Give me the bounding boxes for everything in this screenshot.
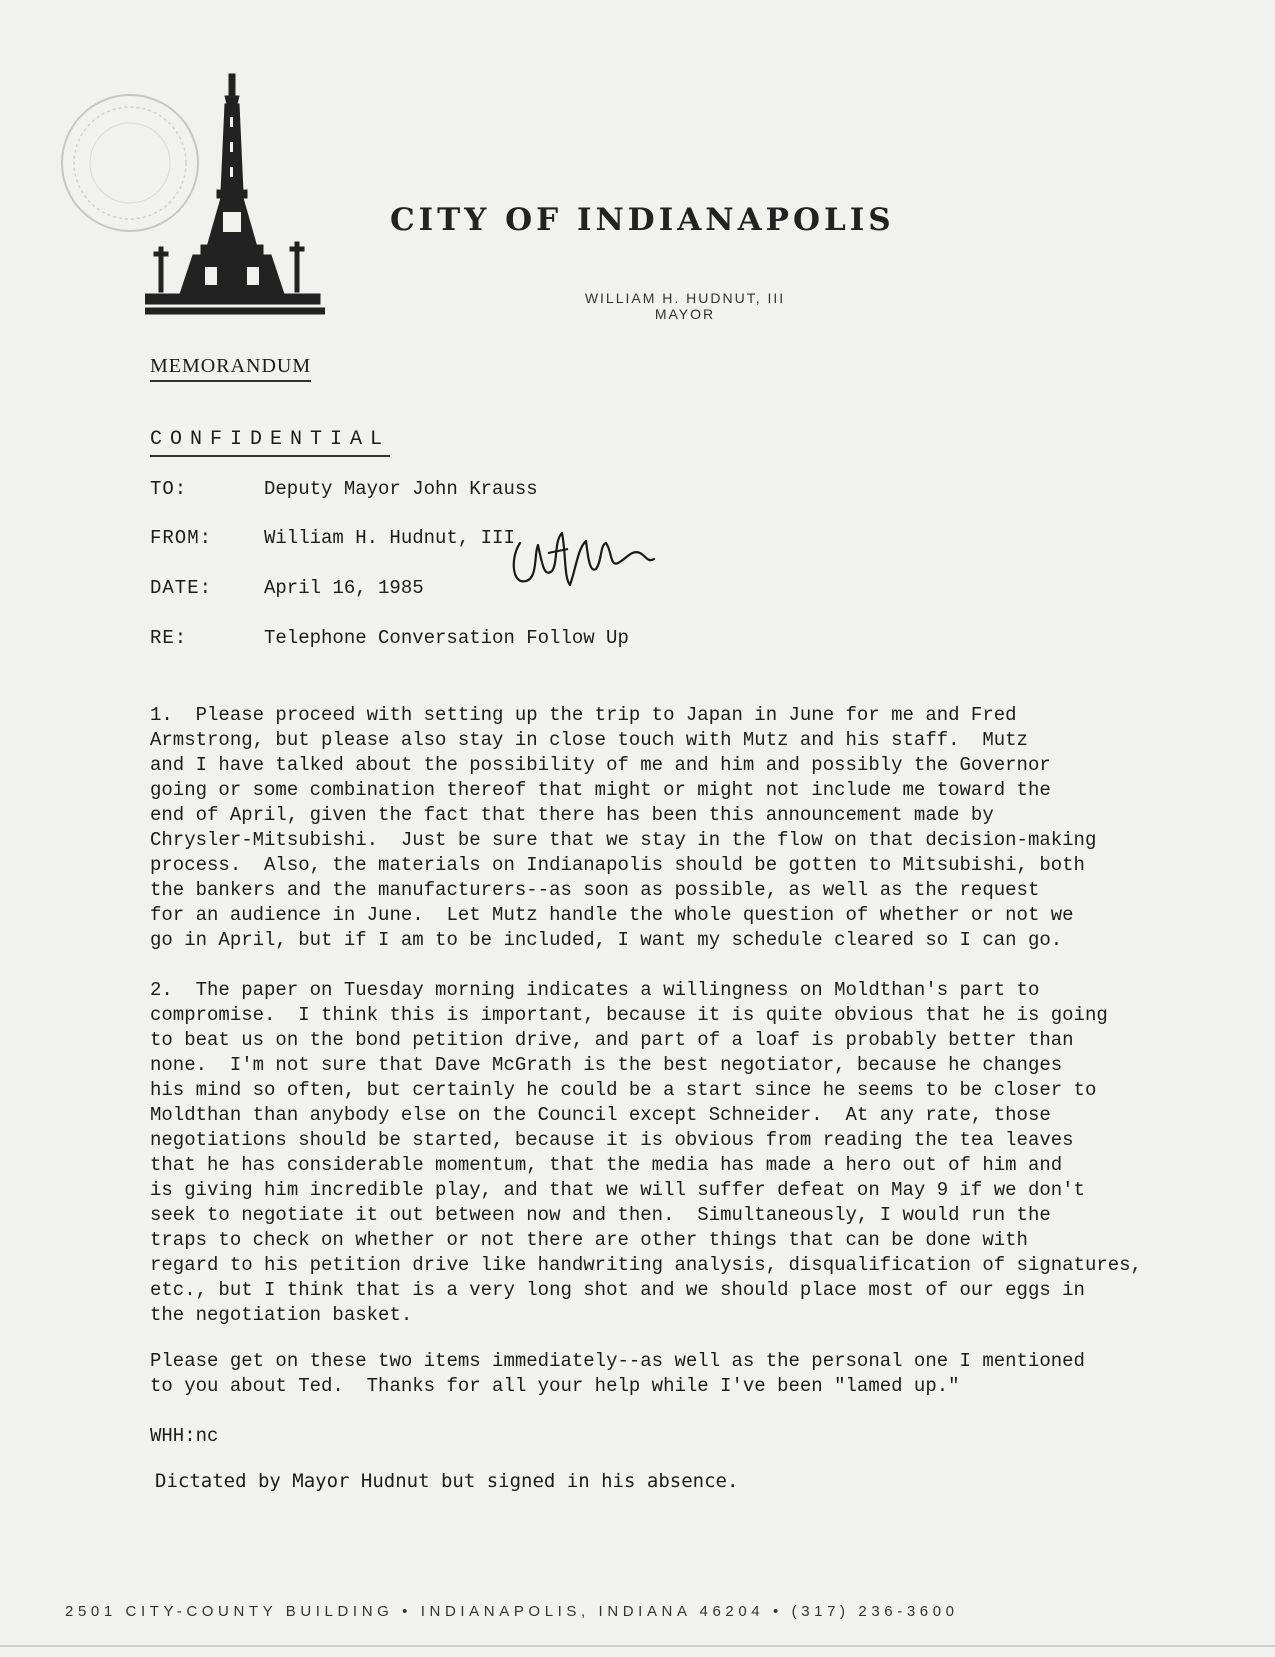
re-row: [150, 627, 629, 649]
date-value: April 16, 1985: [264, 577, 424, 599]
re-value: Telephone Conversation Follow Up: [264, 627, 629, 649]
letterhead-footer-address: 2501 CITY-COUNTY BUILDING • INDIANAPOLIS, INDIANA 46204 • (317) 236-3600: [65, 1603, 959, 1620]
date-row: [150, 577, 424, 599]
paragraph-2: 2. The paper on Tuesday morning indicates a willingness on Moldthan's part to compromise. I think this is important, because it is quite obvious that he is going to beat us on the bond petition drive, and part of a loaf is probably better than none. I'm not sure that Dave McGrath is the best negotiator, because he changes his mind so often, but certainly he could be a start since he seems to be closer to Moldthan than anybody else on the Council except Schneider. At any rate, those negotiations should be started, because it is obvious from reading the tea leaves that he has considerable momentum, that the media has made a hero out of him and is giving him incredible play, and that we will suffer defeat on May 9 if we don't seek to negotiate it out between now and then. Simultaneously, I would run the traps to check on whether or not there are other things that can be done with regard to his petition drive like handwriting analysis, disqualification of signatures, etc., but I think that is a very long shot and we should place most of our eggs in the negotiation basket.: [150, 979, 1142, 1326]
from-label: FROM:: [150, 527, 213, 549]
letterhead-mayor-name: WILLIAM H. HUDNUT, III: [584, 290, 786, 306]
soldiers-and-sailors-monument-icon: [145, 72, 325, 334]
reference-initials: WHH:nc: [150, 1425, 219, 1447]
to-row: [150, 478, 538, 500]
letterhead-city-title: CITY OF INDIANAPOLIS: [390, 202, 895, 238]
from-value: William H. Hudnut, III: [264, 527, 515, 549]
dictation-note: Dictated by Mayor Hudnut but signed in his absence.: [155, 1470, 739, 1492]
letterhead-mayor-title: MAYOR: [654, 306, 716, 322]
page-bottom-edge: [0, 1645, 1275, 1647]
paragraph-3: Please get on these two items immediately--as well as the personal one I mentioned to you about Ted. Thanks for all your help while I've been "lamed up.": [150, 1350, 1085, 1397]
to-value: Deputy Mayor John Krauss: [264, 478, 538, 500]
re-label: RE:: [150, 627, 188, 649]
from-row: [150, 527, 515, 549]
handwritten-signature-icon: [508, 523, 658, 603]
memorandum-label: MEMORANDUM: [150, 355, 311, 382]
to-label: TO:: [150, 478, 188, 500]
confidential-label: CONFIDENTIAL: [150, 428, 390, 457]
date-label: DATE:: [150, 577, 213, 599]
paragraph-1: 1. Please proceed with setting up the trip to Japan in June for me and Fred Armstrong, but please also stay in close touch with Mutz and his staff. Mutz and I have talked about the possibility of me and him and possibly the Governor going or some combination thereof that might or might not include me toward the end of April, given the fact that there has been this announcement made by Chrysler-Mitsubishi. Just be sure that we stay in the flow on that decision-making process. Also, the materials on Indianapolis should be gotten to Mitsubishi, both the bankers and the manufacturers--as soon as possible, as well as the request for an audience in June. Let Mutz handle the whole question of whether or not we go in April, but if I am to be included, I want my schedule cleared so I can go.: [150, 704, 1097, 951]
